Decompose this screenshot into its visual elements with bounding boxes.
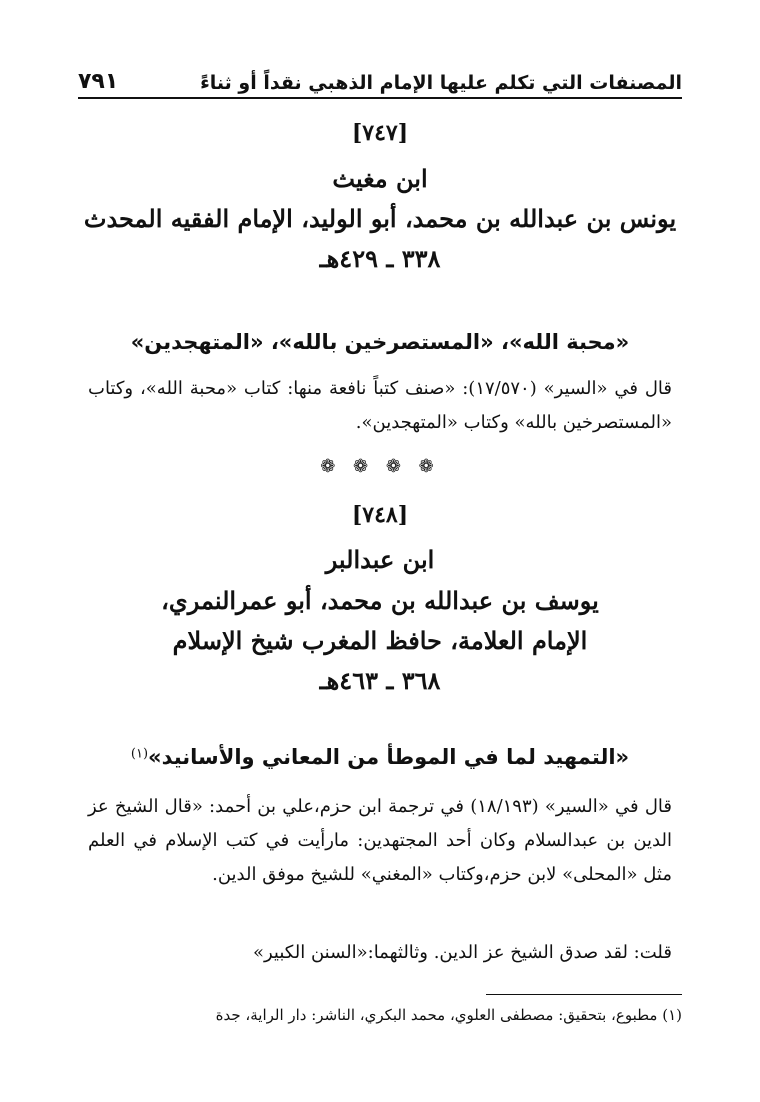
- entry-full-name: يوسف بن عبدالله بن محمد، أبو عمرالنمري،: [161, 586, 599, 615]
- work-title: «محبة الله»، «المستصرخين بالله»، «المتهجدين»: [130, 330, 630, 354]
- entry-paragraph: قال في «السير» (١٨/١٩٣) في ترجمة ابن حزم،علي بن أحمد: «قال الشيخ عز الدين بن عبدالسلام وكان أحد المجتهدين: مارأيت في كتب الإسلام في العلم مثل «المحلى» لابن حزم،وكتاب «المغني» للشيخ موفق الدين.: [88, 796, 672, 885]
- entry-paragraph: قال في «السير» (١٧/٥٧٠): «صنف كتباً نافعة منها: كتاب «محبة الله»، وكتاب «المستصرخين بالله» وكتاب «المتهجدين».: [88, 378, 672, 433]
- work-title: «التمهيد لما في الموطأ من المعاني والأسانيد»$^{(١)}$: [130, 745, 630, 769]
- entry-title-line: الإمام العلامة، حافظ المغرب شيخ الإسلام: [172, 626, 588, 655]
- entry-number: [٧٤٨]: [351, 502, 409, 528]
- separator-ornament: ❁ ❁ ❁ ❁: [320, 456, 440, 477]
- footnote-ref: (١): [130, 746, 149, 762]
- page-number: ٧٩١: [78, 69, 119, 94]
- footnote: [78, 1004, 682, 1026]
- entry-name: ابن مغيث: [332, 164, 428, 193]
- footnote-text: مطبوع، بتحقيق: مصطفى العلوي، محمد البكري، الناشر: دار الراية، جدة: [215, 1006, 658, 1024]
- header-rule: [78, 97, 682, 99]
- entry-dates: ٣٦٨ ـ ٤٦٣هـ: [319, 666, 441, 695]
- header-title: المصنفات التي تكلم عليها الإمام الذهبي نقداً أو ثناءً: [200, 72, 682, 94]
- entry-number: [٧٤٧]: [351, 120, 409, 146]
- entry-name: ابن عبدالبر: [325, 545, 435, 574]
- footnote-marker: (١): [662, 1006, 682, 1024]
- running-header: [78, 54, 682, 94]
- entry-full-name: يونس بن عبدالله بن محمد، أبو الوليد، الإمام الفقيه المحدث: [83, 204, 677, 233]
- footnote-rule: [486, 994, 682, 995]
- entry-paragraph-2: قلت: لقد صدق الشيخ عز الدين. وثالثهما:«السنن الكبير»: [252, 942, 672, 963]
- entry-dates: ٣٣٨ ـ ٤٢٩هـ: [319, 244, 441, 273]
